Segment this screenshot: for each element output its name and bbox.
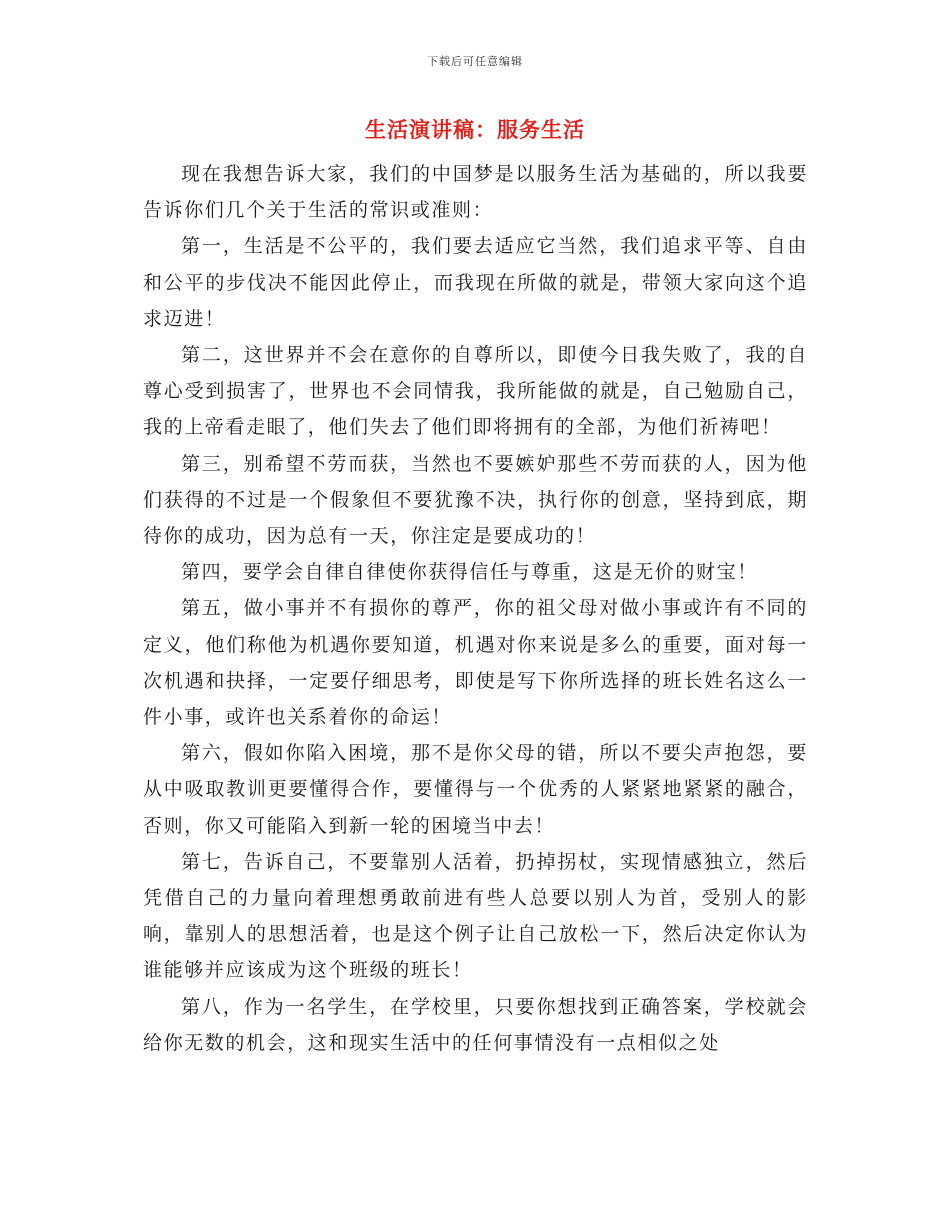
paragraph-sixth: 第六，假如你陷入困境，那不是你父母的错，所以不要尖声抱怨，要从中吸取教训更要懂得合作，要懂得与一个优秀的人紧紧地紧紧的融合，否则，你又可能陷入到新一轮的困境当中去！ [143, 742, 808, 837]
document-title: 生活演讲稿：服务生活 [365, 117, 585, 142]
paragraph-eighth: 第八，作为一名学生，在学校里，只要你想找到正确答案，学校就会给你无数的机会，这和现实生活中的任何事情没有一点相似之处 [143, 995, 808, 1054]
page-header-note: 下载后可任意编辑 [427, 55, 523, 68]
paragraph-third: 第三，别希望不劳而获，当然也不要嫉妒那些不劳而获的人，因为他们获得的不过是一个假象但不要犹豫不决，执行你的创意，坚持到底，期待你的成功，因为总有一天，你注定是要成功的！ [143, 452, 808, 548]
paragraph-second: 第二，这世界并不会在意你的自尊所以，即使今日我失败了，我的自尊心受到损害了，世界也不会同情我，我所能做的就是，自己勉励自己，我的上帝看走眼了，他们失去了他们即将拥有的全部，为他们祈祷吧！ [143, 344, 808, 439]
paragraph-fourth: 第四，要学会自律自律使你获得信任与尊重，这是无价的财宝！ [181, 561, 758, 584]
paragraph-intro: 现在我想告诉大家，我们的中国梦是以服务生活为基础的，所以我要告诉你们几个关于生活的常识或准则： [143, 163, 808, 222]
document-body [143, 156, 808, 1061]
paragraph-fifth: 第五，做小事并不有损你的尊严，你的祖父母对做小事或许有不同的定义，他们称他为机遇你要知道，机遇对你来说是多么的重要，面对每一次机遇和抉择，一定要仔细思考，即使是写下你所选择的班长姓名这么一件小事，或许也关系着你的命运！ [143, 597, 808, 729]
paragraph-seventh: 第七，告诉自己，不要靠别人活着，扔掉拐杖，实现情感独立，然后凭借自己的力量向着理想勇敢前进有些人总要以别人为首，受别人的影响，靠别人的思想活着，也是这个例子让自己放松一下，然后决定你认为谁能够并应该成为这个班级的班长！ [143, 850, 808, 982]
paragraph-first: 第一，生活是不公平的，我们要去适应它当然，我们追求平等、自由和公平的步伐决不能因此停止，而我现在所做的就是，带领大家向这个追求迈进！ [143, 235, 808, 330]
